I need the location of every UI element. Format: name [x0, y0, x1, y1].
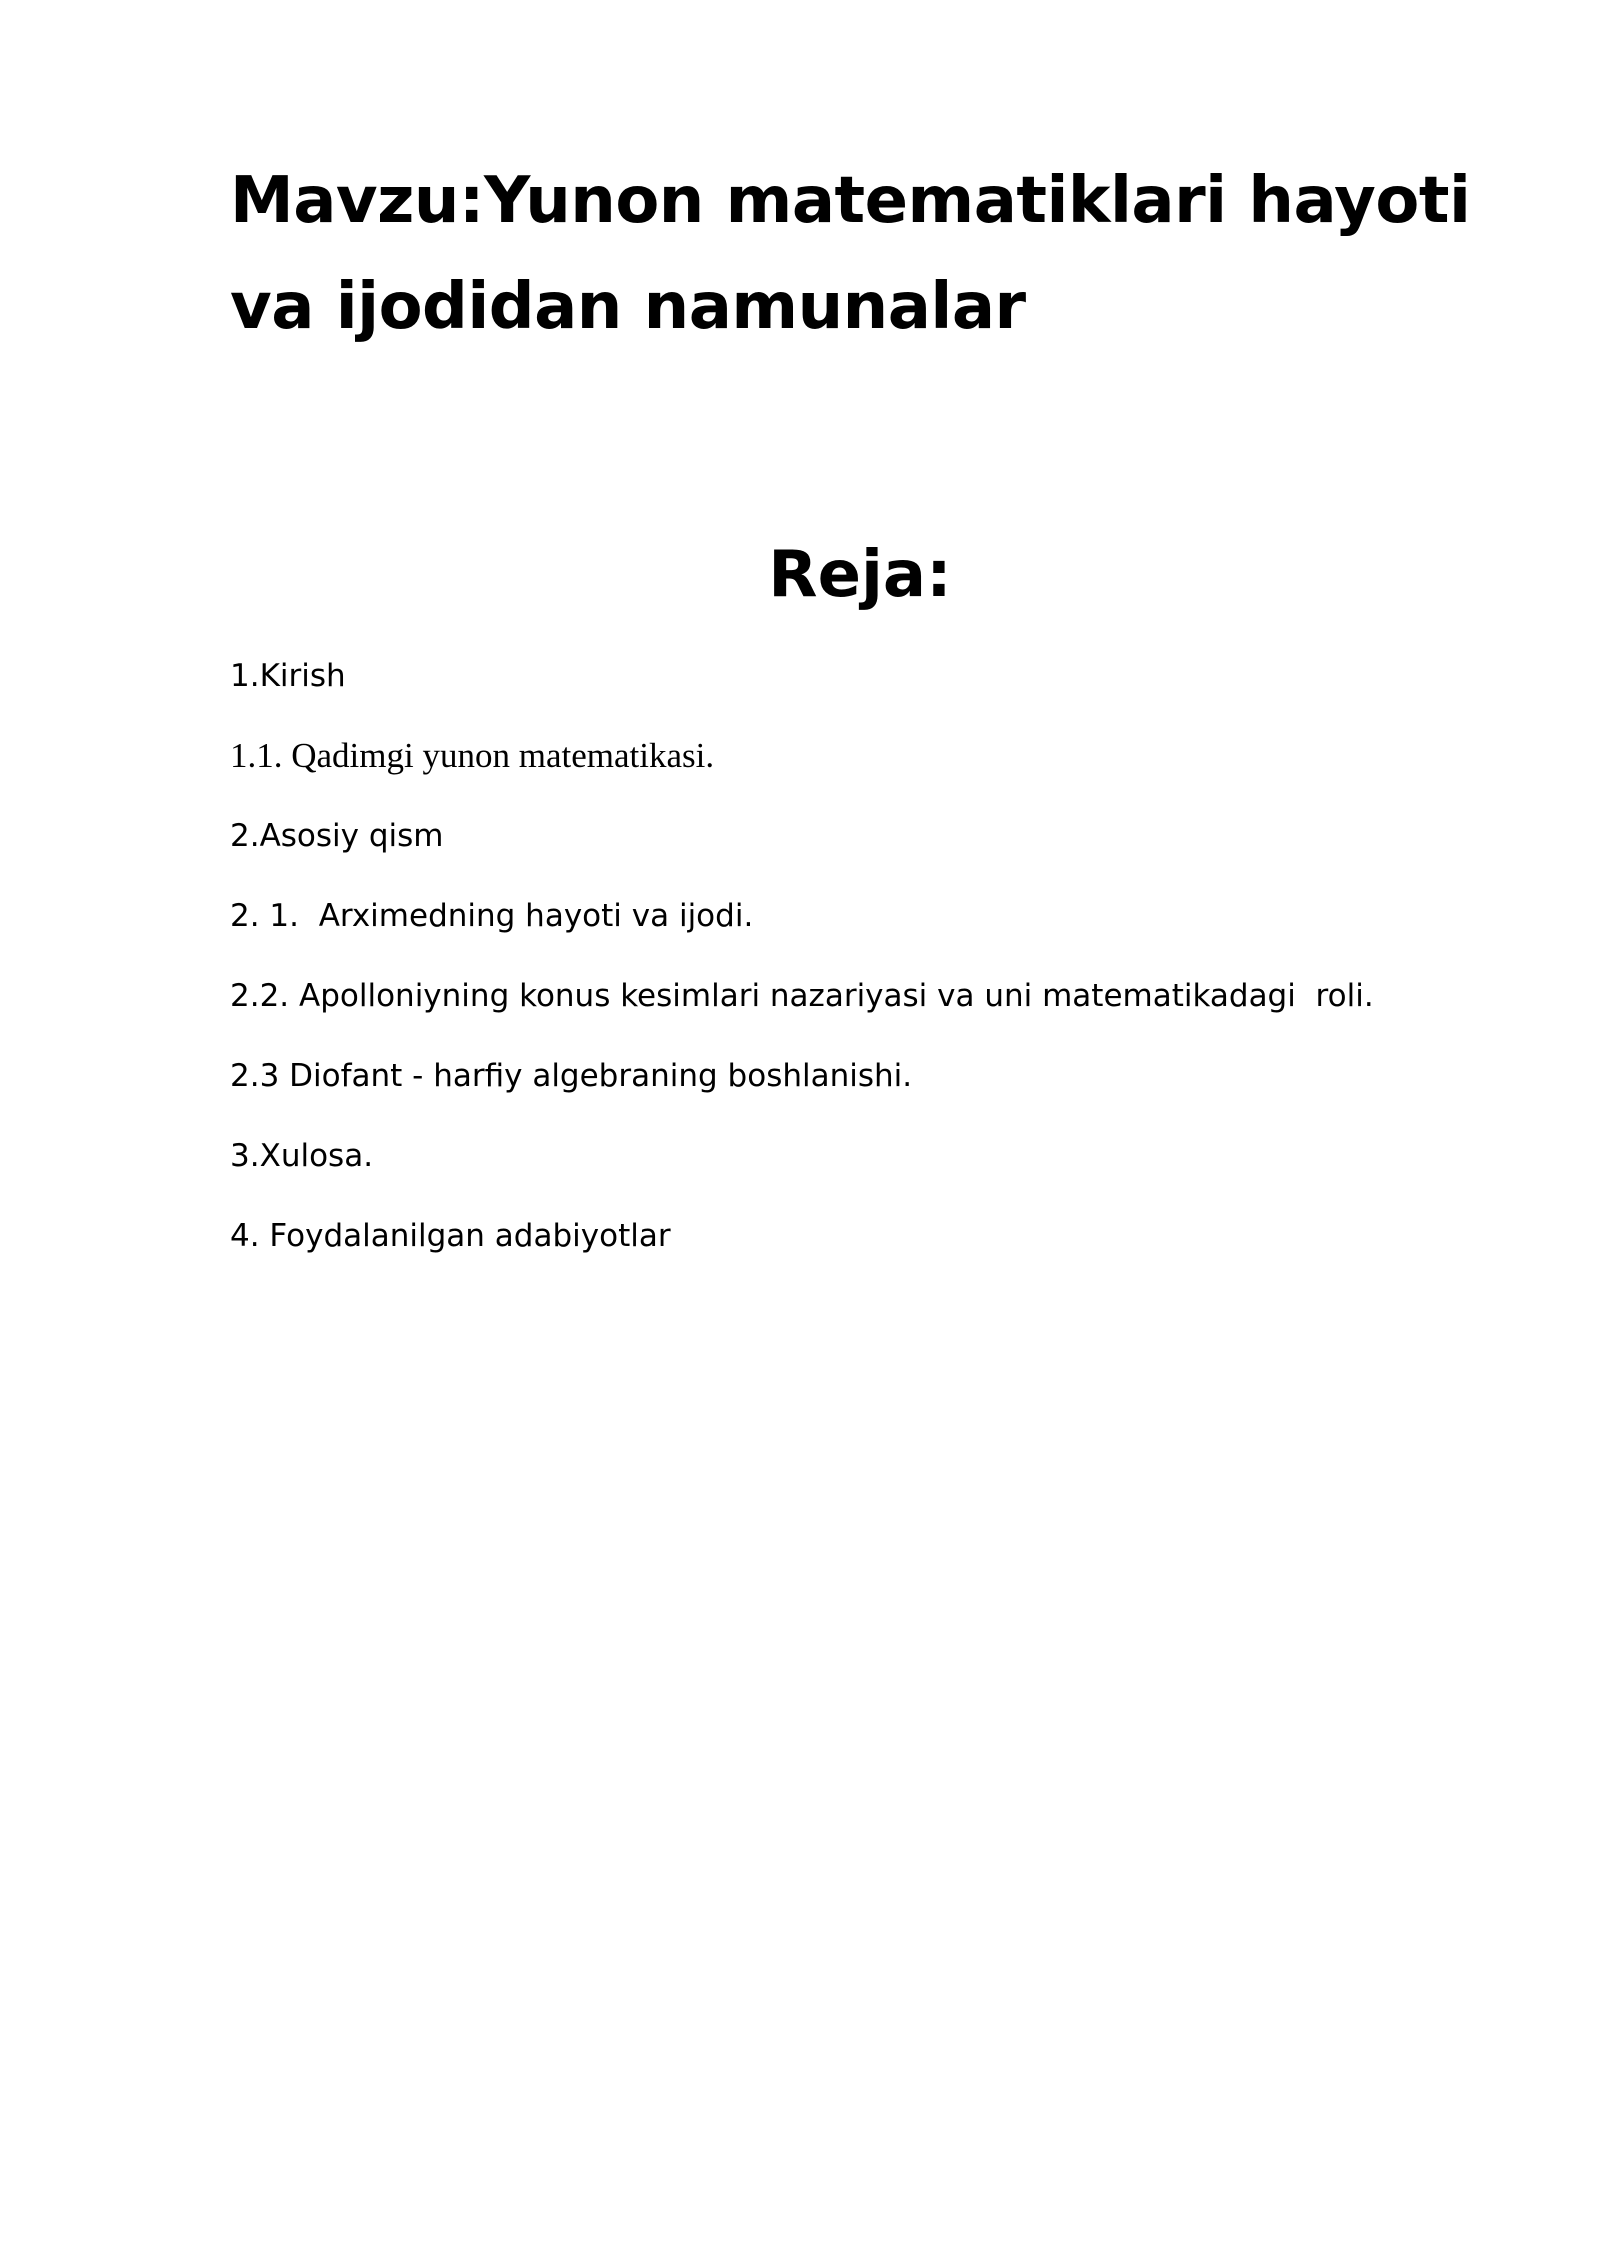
plan-item-apollonius: 2.2. Apolloniyning konus kesimlari nazariyasi va uni matematikadagi roli. — [230, 978, 1374, 1014]
plan-item-archimedes: 2. 1. Arximedning hayoti va ijodi. — [230, 898, 754, 934]
plan-item-introduction: 1.Kirish — [230, 658, 346, 694]
plan-item-main-part: 2.Asosiy qism — [230, 818, 444, 854]
plan-item-ancient-greek-math: 1.1. Qadimgi yunon matematikasi. — [230, 736, 715, 775]
plan-heading: Reja: — [768, 538, 952, 612]
plan-item-references: 4. Foydalanilgan adabiyotlar — [230, 1218, 671, 1254]
plan-item-conclusion: 3.Xulosa. — [230, 1138, 374, 1174]
plan-list — [230, 656, 1374, 1296]
plan-item-diophantus: 2.3 Diofant - harfiy algebraning boshlanishi. — [230, 1058, 913, 1094]
document-title: Mavzu:Yunon matematiklari hayoti va ijodidan namunalar — [230, 164, 1471, 344]
